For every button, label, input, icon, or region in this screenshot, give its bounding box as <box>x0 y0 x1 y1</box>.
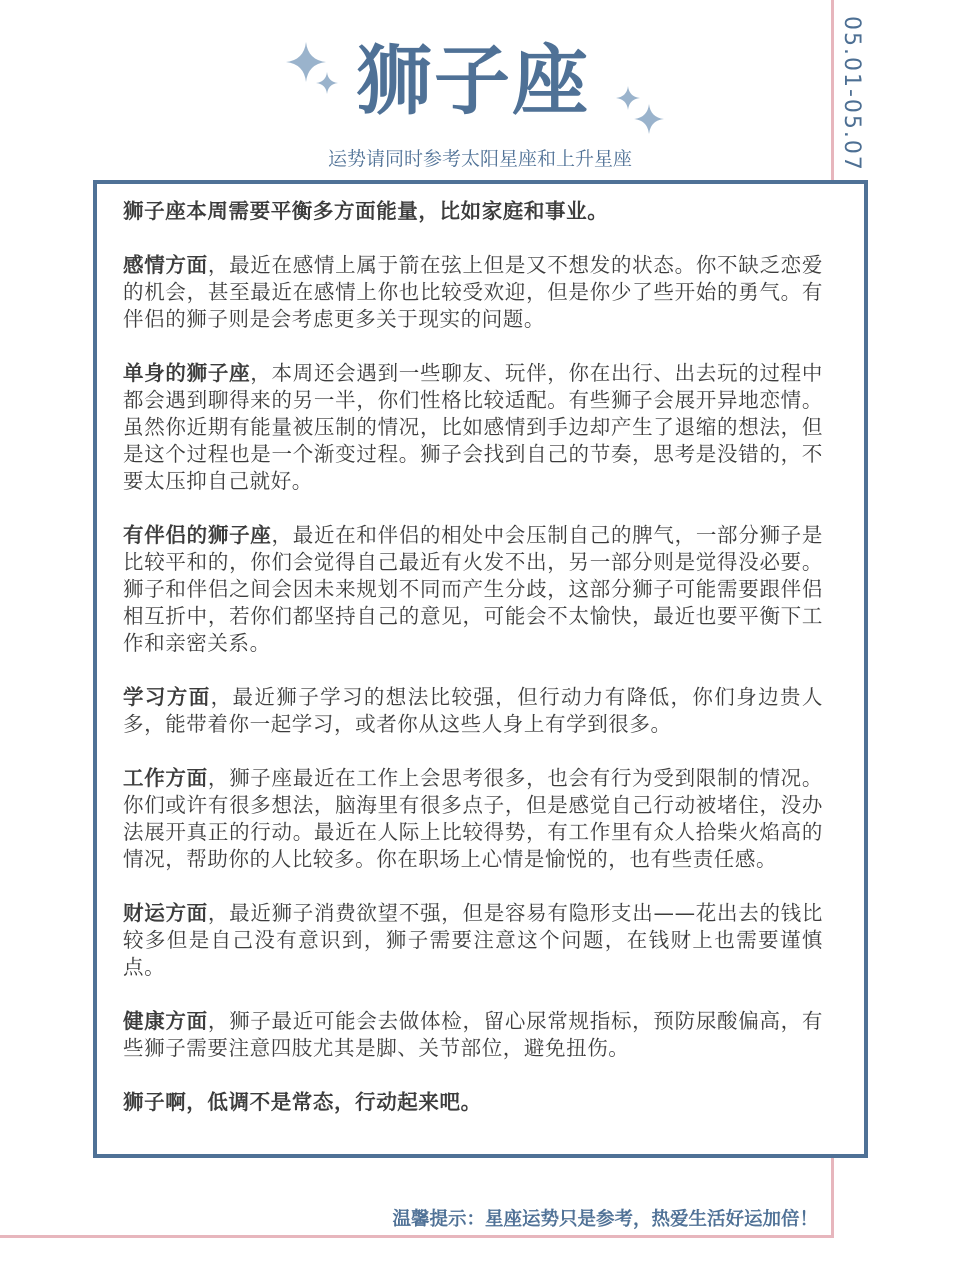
section-study <box>123 684 823 738</box>
section-body: ，最近狮子学习的想法比较强，但行动力有降低，你们身边贵人多，能带着你一起学习，或者你从这些人身上有学到很多。 <box>123 685 823 736</box>
footer-tip: 温馨提示：星座运势只是参考，热爱生活好运加倍！ <box>392 1209 818 1230</box>
section-heading: 有伴侣的狮子座 <box>123 523 272 547</box>
intro-paragraph: 狮子座本周需要平衡多方面能量，比如家庭和事业。 <box>123 199 609 223</box>
section-body: ，狮子最近可能会去做体检，留心尿常规指标，预防尿酸偏高，有些狮子需要注意四肢尤其是脚、关节部位，避免扭伤。 <box>123 1009 823 1060</box>
section-body: ，最近在和伴侣的相处中会压制自己的脾气，一部分狮子是比较平和的，你们会觉得自己最近有火发不出，另一部分则是觉得没必要。狮子和伴侣之间会因未来规划不同而产生分歧，这部分狮子可能需要跟伴侣相互折中，若你们都坚持自己的意见，可能会不太愉快，最近也要平衡下工作和亲密关系。 <box>123 523 823 655</box>
section-heading: 财运方面 <box>123 901 208 925</box>
content-box <box>93 180 868 1158</box>
sparkle-icon-large-right <box>634 104 664 134</box>
section-body: ，本周还会遇到一些聊友、玩伴，你在出行、出去玩的过程中都会遇到聊得来的另一半，你们性格比较适配。有些狮子会展开异地恋情。虽然你近期有能量被压制的情况，比如感情到手边却产生了退缩的想法，但是这个过程也是一个渐变过程。狮子会找到自己的节奏，思考是没错的，不要太压抑自己就好。 <box>123 361 823 493</box>
section-heading: 感情方面 <box>123 253 208 277</box>
section-love <box>123 252 823 333</box>
date-range: 05.01-05.07 <box>839 16 864 172</box>
section-heading: 单身的狮子座 <box>123 361 251 385</box>
section-work <box>123 765 823 873</box>
section-heading: 学习方面 <box>123 685 211 709</box>
section-partnered <box>123 522 823 657</box>
closing-paragraph: 狮子啊，低调不是常态，行动起来吧。 <box>123 1090 482 1114</box>
section-heading: 工作方面 <box>123 766 208 790</box>
section-single <box>123 360 823 495</box>
decorative-horizontal-line <box>0 1235 834 1238</box>
section-health <box>123 1008 823 1062</box>
content-body <box>123 198 823 1143</box>
section-body: ，最近在感情上属于箭在弦上但是又不想发的状态。你不缺乏恋爱的机会，甚至最近在感情上你也比较受欢迎，但是你少了些开始的勇气。有伴侣的狮子则是会考虑更多关于现实的问题。 <box>123 253 823 331</box>
section-body: ，狮子座最近在工作上会思考很多，也会有行为受到限制的情况。你们或许有很多想法，脑海里有很多点子，但是感觉自己行动被堵住，没办法展开真正的行动。最近在人际上比较得势，有工作里有众人拾柴火焰高的情况，帮助你的人比较多。你在职场上心情是愉悦的，也有些责任感。 <box>123 766 823 871</box>
page-subtitle: 运势请同时参考太阳星座和上升星座 <box>327 148 632 170</box>
section-heading: 健康方面 <box>123 1009 208 1033</box>
page-title: 狮子座 <box>356 36 590 125</box>
sparkle-icon-small-left <box>316 72 338 94</box>
section-body: ，最近狮子消费欲望不强，但是容易有隐形支出——花出去的钱比较多但是自己没有意识到，狮子需要注意这个问题，在钱财上也需要谨慎点。 <box>123 901 824 979</box>
section-wealth <box>123 900 823 981</box>
